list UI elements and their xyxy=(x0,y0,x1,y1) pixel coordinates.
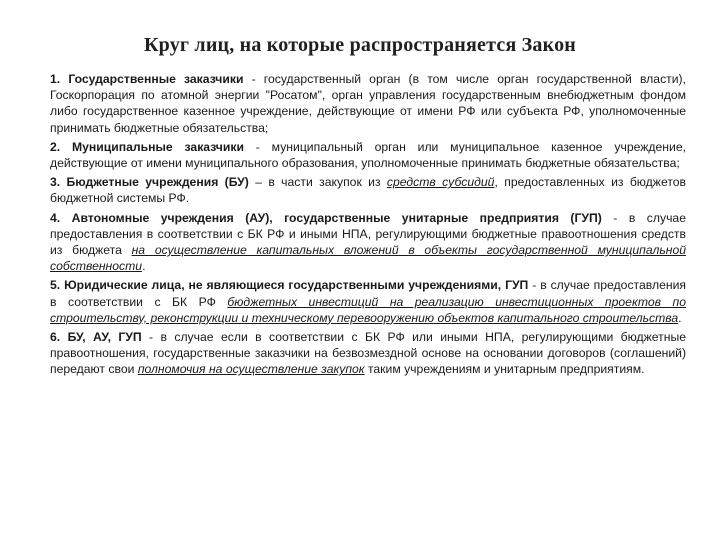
item-text-end: таким учреждениям и унитарным предприятиям. xyxy=(364,362,645,377)
item-number: 2. xyxy=(50,139,61,154)
item-number: 4. xyxy=(50,210,61,225)
item-underlined-text: на осуществление капитальных вложений в объекты государственной муниципальной собственности xyxy=(50,243,687,274)
item-number: 6. xyxy=(50,330,61,345)
item-heading: Бюджетные учреждения (БУ) xyxy=(66,175,249,190)
list-item-1 xyxy=(50,71,686,136)
item-heading: Автономные учреждения (АУ), государственные унитарные предприятия (ГУП) xyxy=(71,210,602,225)
list-item-3 xyxy=(50,174,686,206)
item-text: - государственный орган (в том числе орган государственной власти), Госкорпорация по атомной энергии "Росатом", орган управления государственным внебюджетным фондом либо государственное казенное учреждение, действующие от имени РФ или субъекта РФ, уполномоченные принимать бюджетные обязательства; xyxy=(50,72,686,135)
item-text-end: . xyxy=(678,310,682,325)
item-number: 3. xyxy=(50,175,61,190)
item-heading: БУ, АУ, ГУП xyxy=(67,330,142,345)
item-underlined-text: полномочия на осуществление закупок xyxy=(137,362,365,377)
item-number: 1. xyxy=(50,72,61,86)
slide-title: Круг лиц, на которые распространяется Закон xyxy=(143,34,577,56)
item-text: - в случае предоставления в соответствии с БК РФ и иными НПА, регулирующими бюджетные правоотношения средств из бюджета xyxy=(50,210,686,258)
item-heading: Муниципальные заказчики xyxy=(72,139,244,154)
item-text: – в части закупок из xyxy=(248,175,387,190)
item-heading: Государственные заказчики xyxy=(68,72,244,86)
law-scope-list xyxy=(50,71,686,381)
item-underlined-text: бюджетных инвестиций на реализацию инвестиционных проектов по строительству, реконструкции и техническому перевооружению объектов капитального строительства xyxy=(50,294,686,325)
item-text-end: , предоставленных из бюджетов бюджетной системы РФ. xyxy=(50,175,687,206)
item-underlined-text: средств субсидий xyxy=(386,175,495,190)
item-heading: Юридические лица, не являющиеся государственными учреждениями, ГУП xyxy=(64,278,529,293)
list-item-4 xyxy=(50,210,686,275)
list-item-5 xyxy=(50,277,686,326)
item-number: 5. xyxy=(50,278,61,293)
item-text: - в случае предоставления в соответствии с БК РФ xyxy=(50,278,686,309)
item-text: - в случае если в соответствии с БК РФ или иными НПА, регулирующими бюджетные правоотношения, государственные заказчики на безвозмездной основе на основании договоров (соглашений) передают свои xyxy=(50,330,686,377)
item-text-end: . xyxy=(142,259,146,274)
list-item-6 xyxy=(50,329,686,378)
item-text: - муниципальный орган или муниципальное казенное учреждение, действующие от имени муниципального образования, уполномоченные принимать бюджетные обязательства; xyxy=(50,139,686,171)
list-item-2 xyxy=(50,139,686,171)
